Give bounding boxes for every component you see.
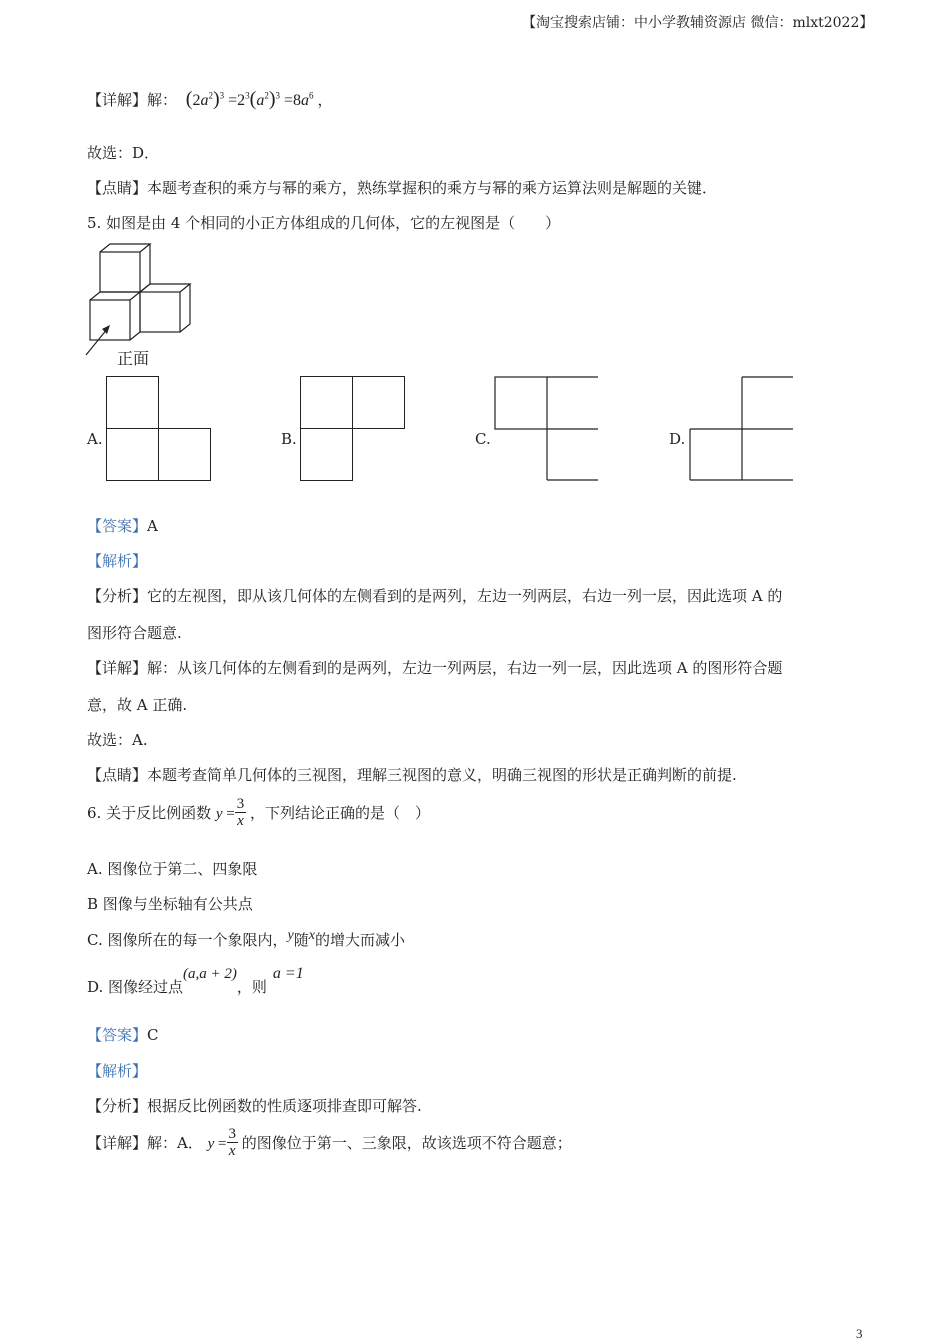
- q4-formula: $(2a^2)^3 =2^3(a^2)^3 =8a^6$: [185, 88, 314, 110]
- q5-analysis-line2: 图形符合题意.: [87, 624, 182, 642]
- q5-option-b-label: B.: [281, 430, 297, 448]
- q4-choose: 故选：D．: [87, 144, 160, 162]
- q6-question: 6. 关于反比例函数 y = $\frac{3}{x}$ ，下列结论正确的是（ ）: [87, 796, 431, 829]
- q4-detail: [87, 88, 333, 111]
- q4-comment: 【点睛】本题考查积的乘方与幂的乘方，熟练掌握积的乘方与幂的乘方运算法则是解题的关键．: [87, 179, 718, 197]
- q5-answer-tag: 【答案】: [87, 517, 148, 535]
- q5-comment: 【点睛】本题考查简单几何体的三视图，理解三视图的意义，明确三视图的形状是正确判断的前提.: [87, 766, 737, 784]
- q5-analysis-tag: 【解析】: [87, 552, 148, 570]
- q6-detail-function: y = $\frac{3}{x}$: [207, 1126, 237, 1159]
- q5-option-b-figure: [300, 376, 406, 482]
- q6-answer-tag: 【答案】: [87, 1026, 148, 1044]
- q6-analysis: 【分析】根据反比例函数的性质逐项排查即可解答.: [87, 1097, 422, 1115]
- q5-choose: 故选：A.: [87, 731, 148, 749]
- q4-detail-prefix: 【详解】解：: [87, 91, 178, 109]
- q6-option-a: A. 图像位于第二、四象限: [87, 860, 258, 878]
- page-header: 【淘宝搜索店铺：中小学教辅资源店 微信：mlxt2022】: [522, 15, 874, 31]
- q5-option-a-label: A.: [87, 430, 103, 448]
- q6-answer: [87, 1024, 159, 1045]
- q5-answer-value: A: [147, 517, 158, 535]
- q5-analysis-line1: 【分析】它的左视图，即从该几何体的左侧看到的是两列，左边一列两层，右边一列一层，因此选项 A 的: [87, 587, 783, 605]
- q5-answer: [87, 515, 158, 536]
- q5-detail-line1: 【详解】解：从该几何体的左侧看到的是两列，左边一列两层，右边一列一层，因此选项 A 的图形符合题: [87, 659, 783, 677]
- q6-answer-value: C: [147, 1026, 159, 1044]
- q5-option-c-label: C.: [475, 430, 491, 448]
- q5-option-c-figure: [494, 376, 600, 482]
- q5-detail-line2: 意，故 A 正确.: [87, 696, 188, 714]
- q6-analysis-tag: 【解析】: [87, 1062, 148, 1080]
- page-number: 3: [856, 1326, 863, 1341]
- q5-option-a-figure: [106, 376, 212, 482]
- q5-front-label: 正面: [117, 349, 150, 368]
- q4-detail-tail: ，: [317, 91, 333, 109]
- q6-detail: 【详解】解：A． y = $\frac{3}{x}$ 的图像位于第一、三象限，故该选项不符合题意；: [87, 1126, 572, 1159]
- q6-option-d: D. 图像经过点(a,a + 2)，则a =1: [87, 965, 304, 996]
- q6-option-b: B 图像与坐标轴有公共点: [87, 895, 253, 913]
- q5-option-d-label: D.: [669, 430, 686, 448]
- q6-function: y = $\frac{3}{x}$: [215, 796, 245, 829]
- q5-question: 5. 如图是由 4 个相同的小正方体组成的几何体，它的左视图是（ ）: [87, 214, 561, 232]
- q5-option-d-figure: [689, 376, 795, 482]
- q6-option-c: C. 图像所在的每一个象限内，$^y$随$^x$的增大而减小: [87, 928, 405, 949]
